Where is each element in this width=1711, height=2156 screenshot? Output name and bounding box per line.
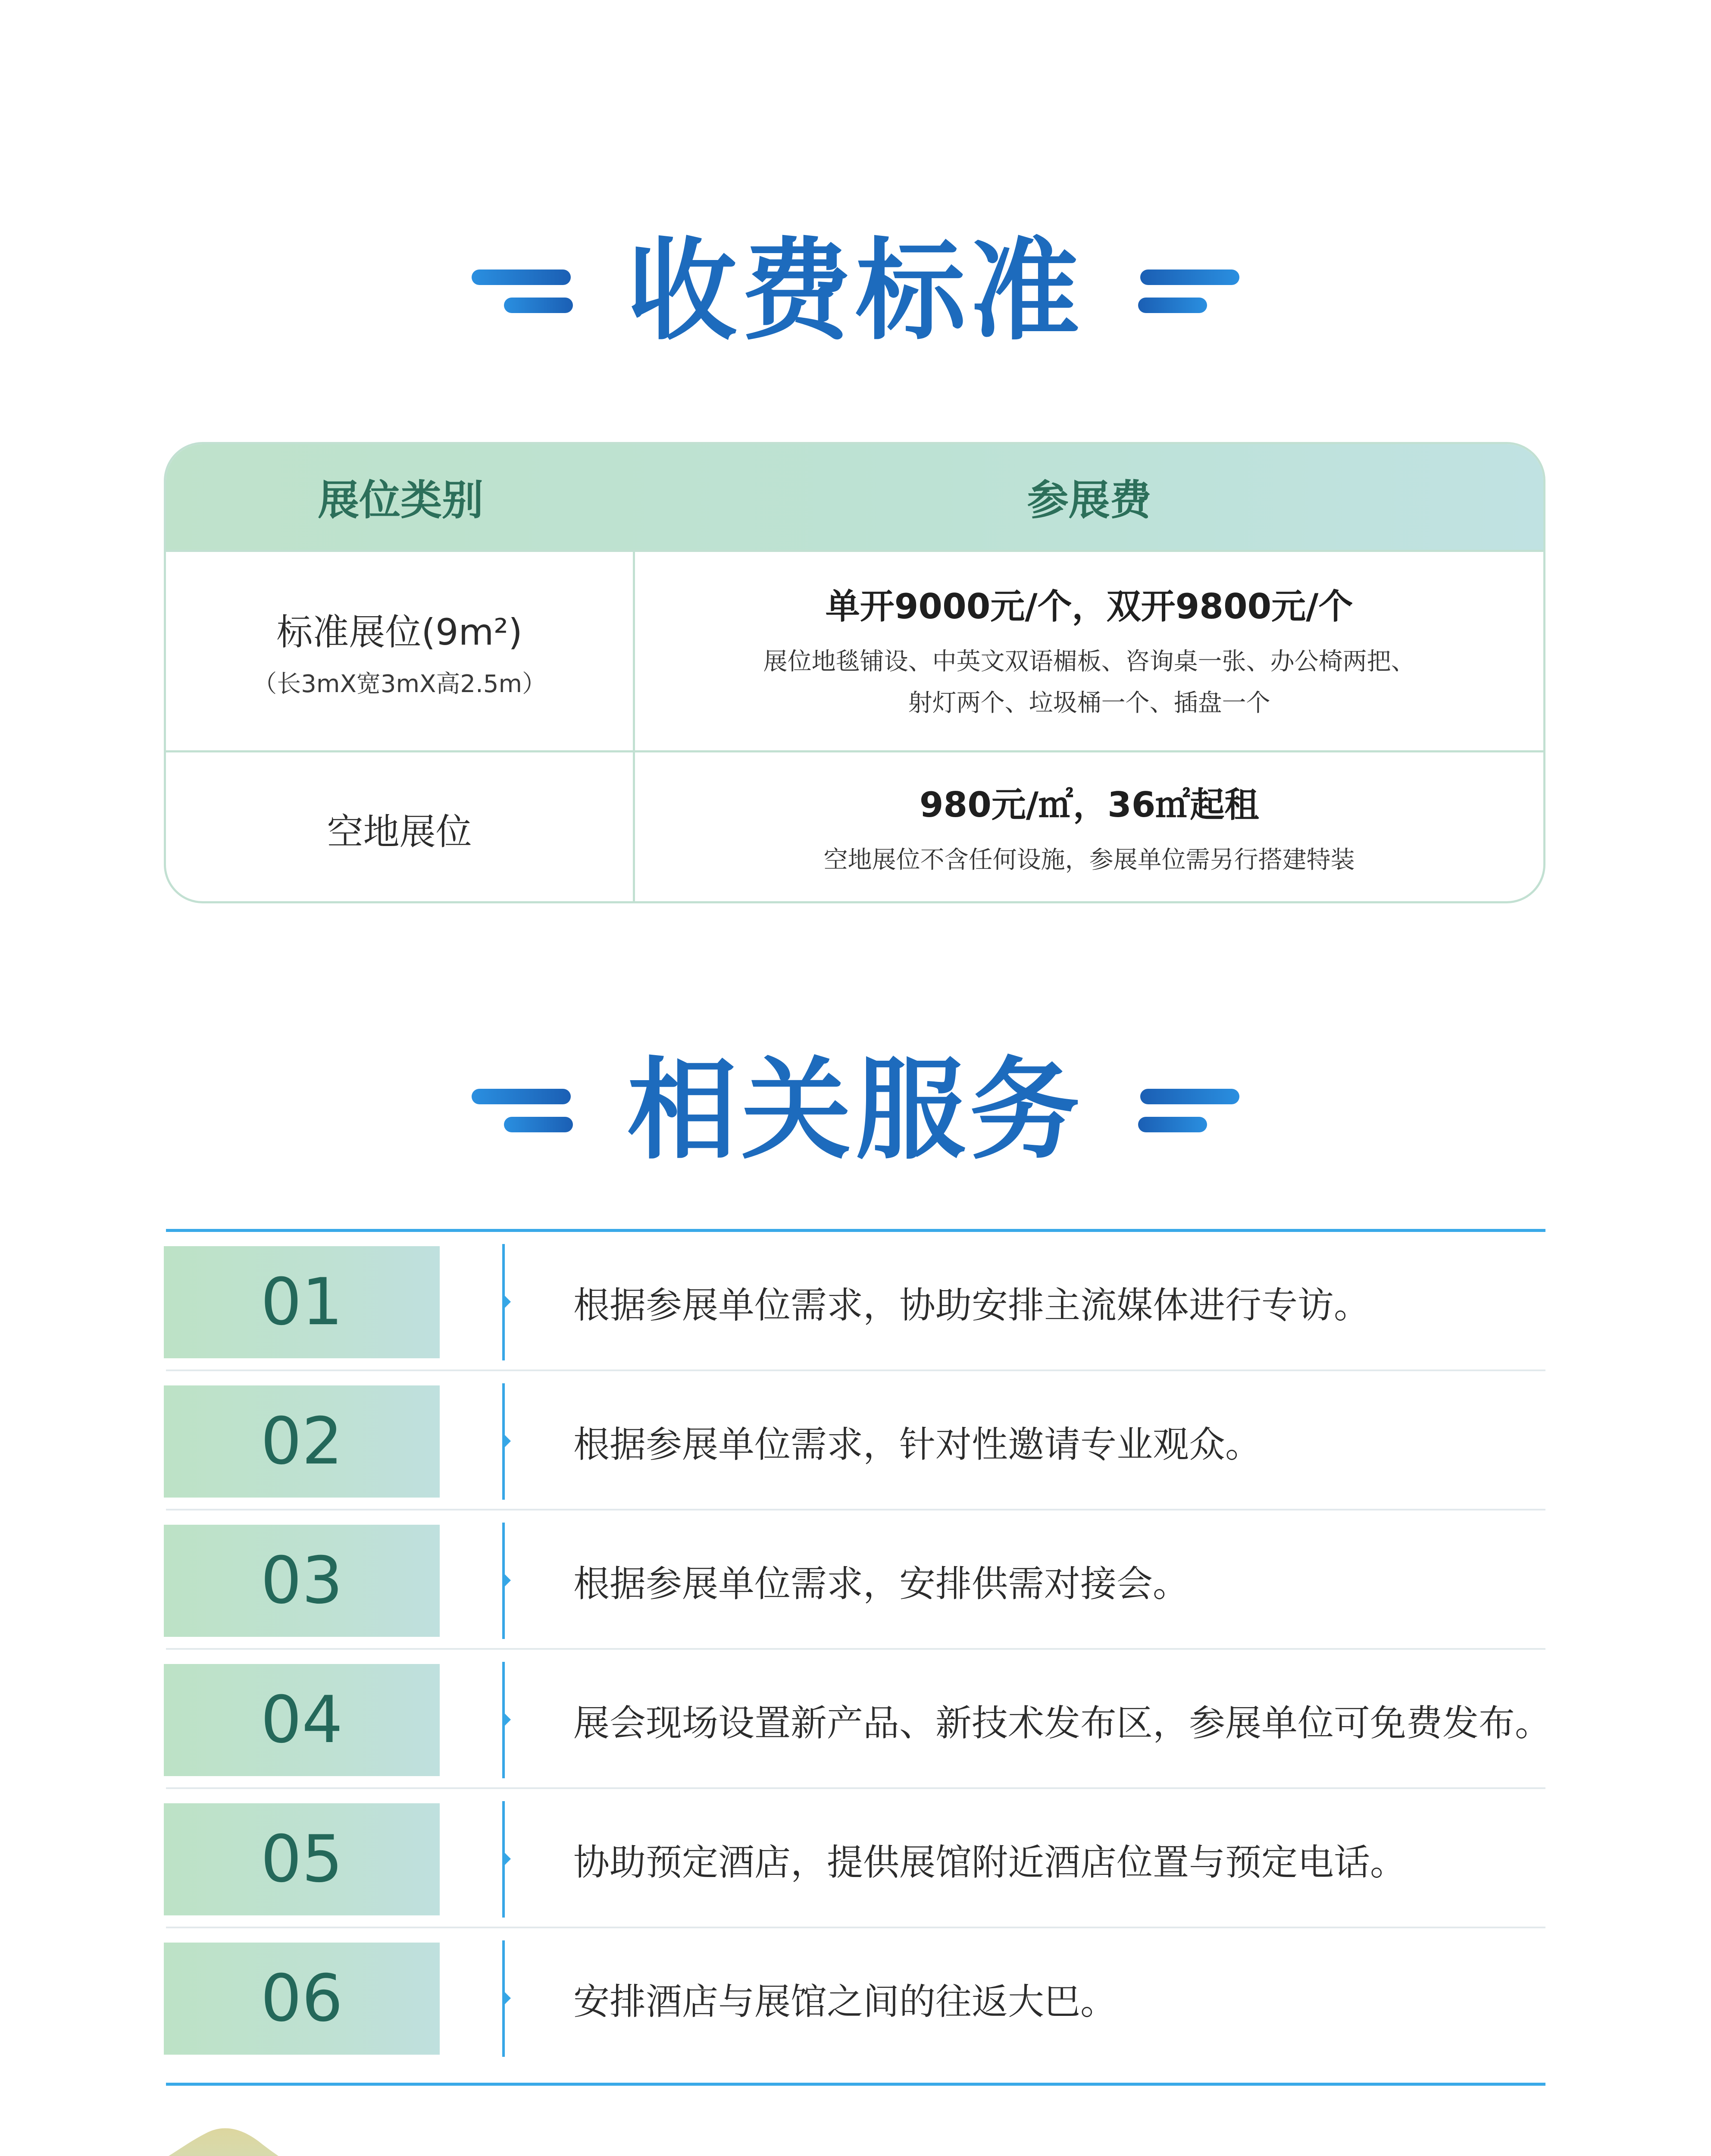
header-fee: 参展费 xyxy=(1027,476,1151,524)
service-item xyxy=(164,1790,1545,1928)
fee-cell xyxy=(635,552,1543,750)
service-text: 根据参展单位需求，协助安排主流媒体进行专访。 xyxy=(573,1284,1370,1326)
included-items-line: 射灯两个、垃圾桶一个、插盘一个 xyxy=(908,689,1270,717)
service-item xyxy=(164,1373,1545,1510)
fee-section-title: 收费标准 xyxy=(627,227,1084,355)
service-number: 05 xyxy=(164,1803,440,1915)
service-item xyxy=(164,1651,1551,1789)
service-text: 安排酒店与展馆之间的往返大巴。 xyxy=(573,1980,1117,2023)
included-items-line: 展位地毯铺设、中英文双语楣板、咨询桌一张、办公椅两把、 xyxy=(763,647,1415,676)
service-item xyxy=(164,1512,1545,1650)
pointer-icon xyxy=(505,1296,511,1308)
pointer-icon xyxy=(505,1853,511,1865)
service-number: 02 xyxy=(164,1385,440,1498)
row-divider xyxy=(166,1787,1545,1789)
fee-row-raw-space xyxy=(166,750,1543,903)
service-number: 01 xyxy=(164,1246,440,1358)
service-list-top-line xyxy=(166,1229,1545,1232)
mountain-decoration xyxy=(0,2098,819,2156)
price-text: 980元/㎡，36㎡起租 xyxy=(919,785,1259,825)
category-cell xyxy=(166,552,635,750)
fee-section-heading xyxy=(0,227,1711,355)
service-text: 展会现场设置新产品、新技术发布区，参展单位可免费发布。 xyxy=(573,1702,1551,1744)
service-text: 根据参展单位需求，安排供需对接会。 xyxy=(573,1562,1189,1605)
category-name: 空地展位 xyxy=(327,811,472,853)
service-text: 根据参展单位需求，针对性邀请专业观众。 xyxy=(573,1423,1262,1466)
heading-right-decoration xyxy=(1136,1078,1239,1143)
heading-left-decoration xyxy=(472,1078,575,1143)
category-cell xyxy=(166,752,635,903)
service-section-title: 相关服务 xyxy=(627,1046,1084,1175)
row-divider xyxy=(166,1369,1545,1371)
header-category: 展位类别 xyxy=(318,476,484,524)
row-divider xyxy=(166,1648,1545,1650)
service-number: 04 xyxy=(164,1664,440,1776)
service-section-heading xyxy=(0,1046,1711,1175)
service-item xyxy=(164,1930,1545,2068)
service-number: 06 xyxy=(164,1943,440,2055)
raw-space-note: 空地展位不含任何设施，参展单位需另行搭建特装 xyxy=(823,846,1355,874)
price-text: 单开9000元/个，双开9800元/个 xyxy=(825,586,1353,627)
pointer-icon xyxy=(505,1992,511,2004)
fee-table-header xyxy=(166,444,1543,550)
heading-left-decoration xyxy=(472,259,575,323)
category-name: 标准展位(9m²) xyxy=(276,611,522,653)
category-dimensions: （长3mX宽3mX高2.5m） xyxy=(253,670,546,698)
pointer-icon xyxy=(505,1574,511,1586)
service-list-bottom-line xyxy=(166,2083,1545,2086)
service-item xyxy=(164,1233,1545,1371)
row-divider xyxy=(166,1927,1545,1928)
pointer-icon xyxy=(505,1435,511,1447)
fee-table xyxy=(164,442,1545,903)
fee-cell xyxy=(635,752,1543,903)
row-divider xyxy=(166,1509,1545,1510)
pointer-icon xyxy=(505,1714,511,1726)
fee-row-standard xyxy=(166,550,1543,750)
service-text: 协助预定酒店，提供展馆附近酒店位置与预定电话。 xyxy=(573,1841,1407,1883)
heading-right-decoration xyxy=(1136,259,1239,323)
service-number: 03 xyxy=(164,1525,440,1637)
